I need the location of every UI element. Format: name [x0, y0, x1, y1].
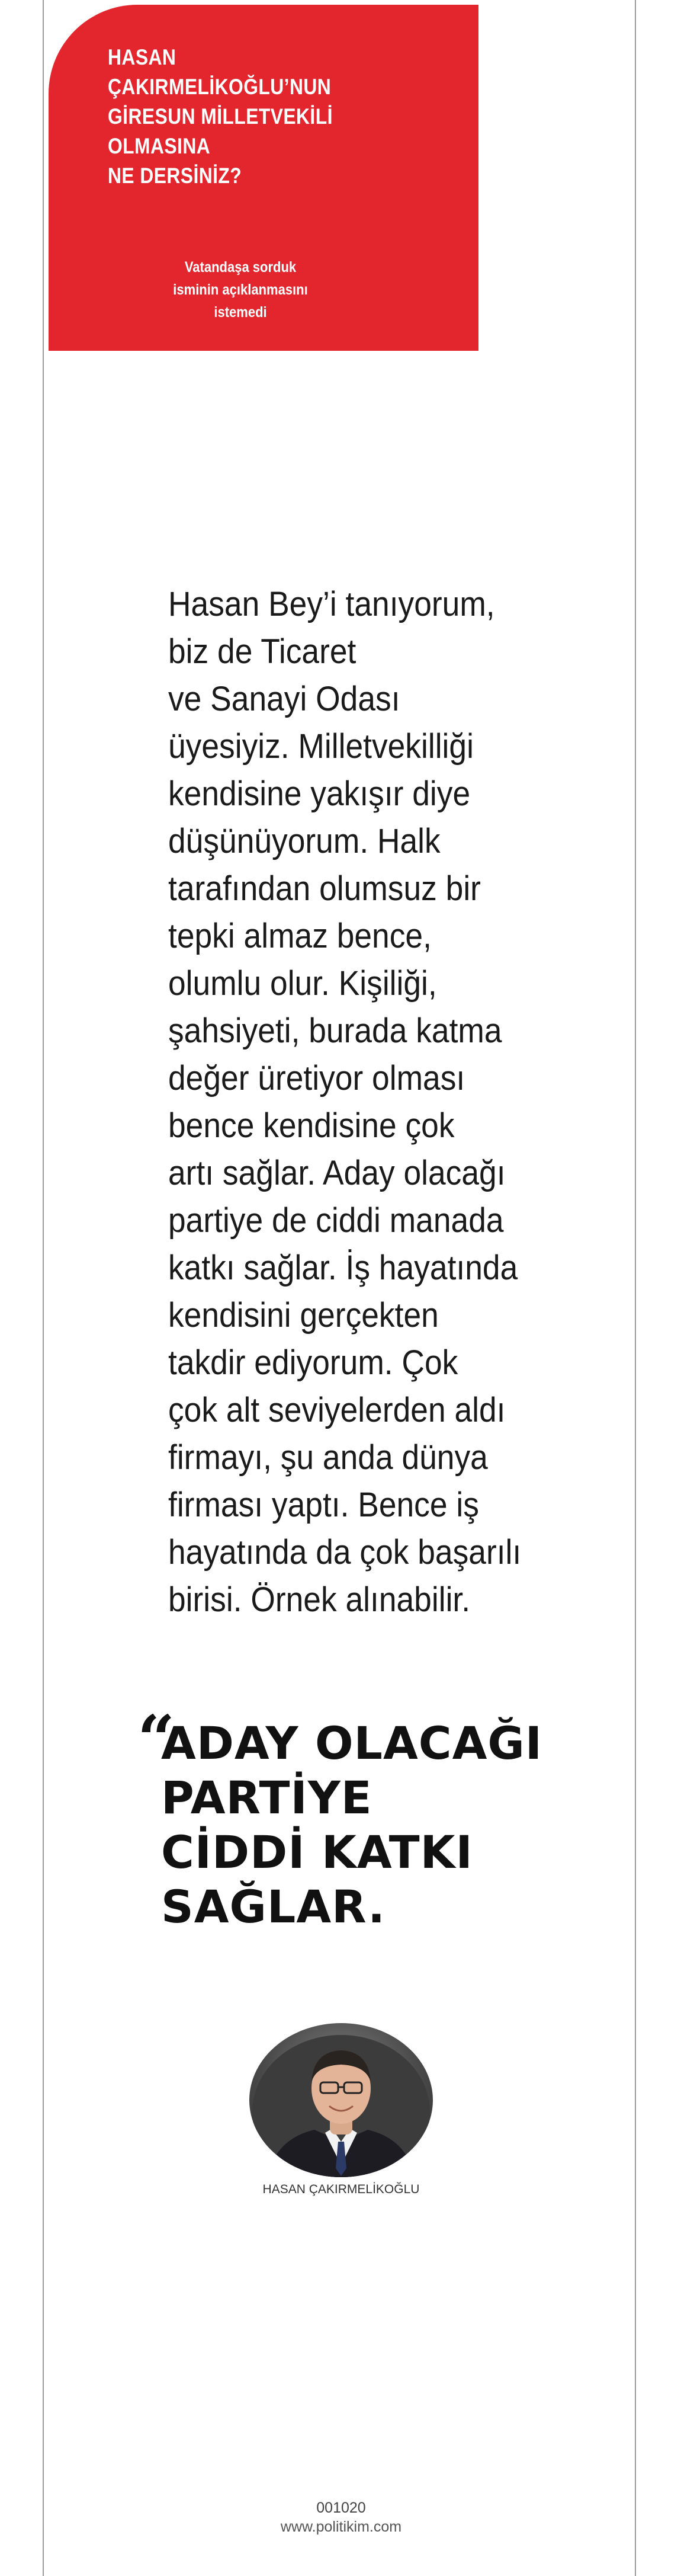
- pull-quote: ADAY OLACAĞI PARTİYE CİDDİ KATKI SAĞLAR.: [161, 1717, 543, 1933]
- header-subtitle: Vatandaşa sorduk isminin açıklanmasını istemedi: [173, 259, 308, 321]
- header-title: HASAN ÇAKIRMELİKOĞLU’NUN GİRESUN MİLLETVEKİLİ OLMASINA NE DERSİNİZ?: [108, 45, 333, 188]
- portrait-photo: [249, 2023, 433, 2177]
- person-portrait-icon: [249, 2023, 433, 2177]
- quote-mark-icon: “: [137, 1701, 175, 1777]
- website-url: www.politikim.com: [280, 2519, 402, 2535]
- page-code: 001020: [316, 2500, 366, 2516]
- portrait-caption: HASAN ÇAKIRMELİKOĞLU: [262, 2183, 420, 2196]
- article-body: Hasan Bey’i tanıyorum, biz de Ticaret ve Sanayi Odası üyesiyiz. Milletvekilliği kendisine yakışır diye düşünüyorum. Halk tarafından olumsuz bir tepki almaz bence, olumlu olur. Kişiliği, şahsiyeti, burada katma değer üretiyor olması bence kendisine çok artı sağlar. Aday olacağı partiye de ciddi manada katkı sağlar. İş hayatında kendisini gerçekten takdir ediyorum. Çok çok alt seviyelerden aldı firmayı, şu anda dünya firması yaptı. Bence iş hayatında da çok başarılı birisi. Örnek alınabilir.: [168, 585, 522, 1619]
